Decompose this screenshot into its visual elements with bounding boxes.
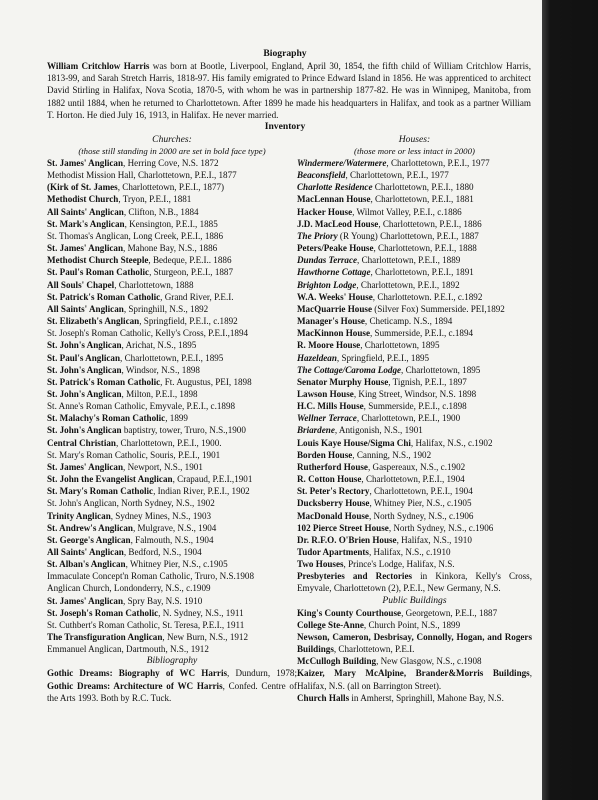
house-entry bbox=[297, 157, 532, 169]
church-entry bbox=[47, 254, 297, 266]
bibliography-heading: Bibliography bbox=[146, 655, 198, 667]
presbyteries-entry bbox=[297, 570, 532, 594]
house-entry-details: , Canning, N.S., 1902 bbox=[352, 449, 432, 460]
church-entry bbox=[47, 643, 297, 655]
public-buildings-list bbox=[297, 607, 532, 631]
house-entry-name: MacLennan House bbox=[296, 194, 371, 205]
house-entry-details: , Charlottetown, 1895 bbox=[360, 340, 440, 351]
church-entry bbox=[47, 157, 297, 169]
church-entry-details: , Charlottetown, P.E.I., 1895 bbox=[120, 352, 224, 363]
mccullogh-name: McCullogh Building bbox=[296, 656, 377, 667]
house-entry-name: Two Houses bbox=[296, 559, 344, 570]
biography-name: William Critchlow Harris bbox=[47, 61, 150, 71]
house-entry bbox=[297, 376, 532, 388]
house-entry-name: Briardene bbox=[296, 425, 335, 436]
house-entry-details: , Halifax, N.S., c.1902 bbox=[410, 437, 493, 448]
bibliography-entry bbox=[47, 667, 297, 703]
church-entry-details: , Whitney Pier, N.S., c.1905 bbox=[125, 559, 228, 570]
church-entry bbox=[47, 412, 297, 424]
house-entry-details: , Charlottetown, P.E.I., 1904 bbox=[369, 486, 473, 497]
church-entry bbox=[47, 497, 297, 509]
church-entry-name: St. Paul's Anglican bbox=[47, 352, 121, 363]
church-entry-name: St. James' Anglican bbox=[47, 243, 124, 254]
newson-rest: , Charlottetown, P.E.I. bbox=[333, 644, 415, 655]
church-entry bbox=[47, 206, 297, 218]
biography-paragraph bbox=[47, 60, 531, 121]
house-entry bbox=[297, 352, 532, 364]
house-entry-name: MacDonald House bbox=[296, 510, 369, 521]
house-entry-name: Peters/Peake House bbox=[296, 243, 374, 254]
church-entry bbox=[47, 352, 297, 364]
bibliography-title-1: Gothic Dreams: Biography of WC Harris bbox=[47, 668, 228, 679]
church-halls-name: Church Halls bbox=[296, 692, 350, 703]
public-buildings-heading: Public Buildings bbox=[382, 594, 447, 606]
house-entry-name: J.D. MacLeod House bbox=[296, 218, 379, 229]
church-entry-details: , Falmouth, N.S., 1904 bbox=[130, 534, 214, 545]
house-entry-name: Rutherford House bbox=[296, 461, 368, 472]
house-entry-name: St. Peter's Rectory bbox=[296, 486, 370, 497]
house-entry-name: MacKinnon House bbox=[296, 328, 370, 339]
house-entry bbox=[297, 510, 532, 522]
house-entry-details: , Charlottetown, P.E.I., 1881 bbox=[370, 194, 474, 205]
house-entry-name: Tudor Apartments bbox=[296, 547, 369, 558]
house-entry-details: , Prince's Lodge, Halifax, N.S. bbox=[343, 559, 455, 570]
public-building-entry-name: College Ste-Anne bbox=[296, 619, 364, 630]
church-entry-details: , Charlottetown, P.E.I., 1877) bbox=[117, 182, 225, 193]
houses-list bbox=[297, 157, 532, 570]
church-entry-name: St. Patrick's Roman Catholic bbox=[47, 376, 161, 387]
biography-text: was born at Bootle, Liverpool, England, April 30, 1854, the fifth child of William Critchlow Harris, 1813-99, and Sarah Stretch Harris, 1818-97. His family emigrated to Prince Edward Island in 1856. He was apprenticed to architect David Stirling in Halifax, Nova Scotia, 1870-5, with whom he was in partnership 1877-82. He was in Winnipeg, Manitoba, from 1882 until 1884, when he returned to Charlottetown. After 1899 he made his headquarters in Halifax, and took as a partner William T. Horton. He died July 16, 1913, in Halifax. He never married. bbox=[47, 61, 531, 120]
church-entry-name: (Kirk of St. James bbox=[47, 182, 118, 193]
house-entry-details: , Gaspereaux, N.S., c.1902 bbox=[367, 461, 466, 472]
church-entry-details: , Sturgeon, P.E.I., 1887 bbox=[149, 267, 234, 278]
church-entry-details: , Herring Cove, N.S. 1872 bbox=[123, 158, 219, 169]
church-entry bbox=[47, 279, 297, 291]
church-entry-details: , Ft. Augustus, PEI, 1898 bbox=[160, 376, 252, 387]
church-entry-details: , Spry Bay, N.S. 1910 bbox=[123, 595, 203, 606]
church-entry-name: St. Joseph's Roman Catholic bbox=[47, 607, 159, 618]
church-entry bbox=[47, 242, 297, 254]
house-entry-details: , North Sydney, N.S., c.1906 bbox=[368, 510, 474, 521]
house-entry-details: , Charlottetown, P.E.I., 1888 bbox=[373, 243, 477, 254]
house-entry bbox=[297, 400, 532, 412]
house-entry bbox=[297, 242, 532, 254]
church-entry bbox=[47, 291, 297, 303]
church-entry-name: St. John's Anglican bbox=[47, 364, 122, 375]
church-entry bbox=[47, 303, 297, 315]
house-entry-details: , North Sydney, N.S., c.1906 bbox=[388, 522, 494, 533]
house-entry-name: Louis Kaye House/Sigma Chi bbox=[296, 437, 411, 448]
church-halls-entry bbox=[297, 692, 532, 704]
church-entry bbox=[47, 582, 297, 594]
house-entry-name: Hawthorne Cottage bbox=[296, 267, 371, 278]
church-entry-details: St. Anne's Roman Catholic, Emyvale, P.E.I., c.1898 bbox=[47, 401, 236, 412]
church-entry-name: St. James' Anglican bbox=[47, 461, 124, 472]
house-entry-details: , Summerside, P.E.I., c.1894 bbox=[369, 328, 474, 339]
house-entry bbox=[297, 218, 532, 230]
church-entry bbox=[47, 315, 297, 327]
church-entry-name: St. Alban's Anglican bbox=[47, 559, 126, 570]
house-entry bbox=[297, 254, 532, 266]
church-entry-name: St. Malachy's Roman Catholic bbox=[47, 413, 166, 424]
house-entry bbox=[297, 339, 532, 351]
house-entry bbox=[297, 230, 532, 242]
house-entry-name: Lawson House bbox=[296, 388, 354, 399]
church-entry bbox=[47, 595, 297, 607]
church-entry bbox=[47, 388, 297, 400]
document-body bbox=[38, 48, 532, 704]
church-entry-details: Immaculate Concept'n Roman Catholic, Truro, N.S.1908 bbox=[47, 571, 254, 582]
house-entry-details: , Charlottetown, P.E.I., 1904 bbox=[361, 474, 465, 485]
house-entry bbox=[297, 546, 532, 558]
public-building-entry bbox=[297, 607, 532, 619]
house-entry-name: Brighton Lodge bbox=[296, 279, 357, 290]
house-entry-name: H.C. Mills House bbox=[296, 401, 364, 412]
bibliography-title-2: Gothic Dreams: Architecture of WC Harris bbox=[47, 680, 223, 691]
church-entry bbox=[47, 424, 297, 436]
church-entry-name: All Saints' Anglican bbox=[47, 303, 124, 314]
church-entry bbox=[47, 437, 297, 449]
churches-subheading: (those still standing in 2000 are set in bold face type) bbox=[78, 146, 266, 157]
house-entry-details: Charlottetown, P.E.I., 1880 bbox=[372, 182, 474, 193]
house-entry-name: Windermere/Watermere bbox=[296, 158, 387, 169]
church-entry-name: Trinity Anglican bbox=[47, 510, 111, 521]
church-entry bbox=[47, 619, 297, 631]
church-entry-name: Central Christian bbox=[47, 437, 116, 448]
house-entry-name: 102 Pierce Street House bbox=[296, 522, 389, 533]
church-entry-name: All Souls' Chapel bbox=[47, 279, 115, 290]
church-entry-details: Anglican Church, Londonderry, N.S., c.1909 bbox=[47, 583, 211, 594]
church-entry bbox=[47, 473, 297, 485]
church-entry-details: , 1899 bbox=[165, 413, 188, 424]
church-entry bbox=[47, 546, 297, 558]
church-entry bbox=[47, 169, 297, 181]
house-entry-details: , Halifax, N.S., 1910 bbox=[396, 534, 472, 545]
church-entry-details: , Bedeque, P.E.I.. 1886 bbox=[148, 255, 232, 266]
house-entry bbox=[297, 461, 532, 473]
church-entry-name: The Transfiguration Anglican bbox=[47, 632, 163, 643]
church-entry bbox=[47, 193, 297, 205]
house-entry-details: , Charlottetown, P.E.I., 1891 bbox=[370, 267, 474, 278]
house-entry bbox=[297, 303, 532, 315]
church-entry-name: Methodist Church bbox=[47, 194, 119, 205]
house-entry-name: Charlotte Residence bbox=[296, 182, 373, 193]
church-entry-name: St. James' Anglican bbox=[47, 595, 124, 606]
church-entry-details: St. Thomas's Anglican, Long Creek, P.E.I., 1886 bbox=[47, 230, 224, 241]
church-entry-name: St. John's Anglican bbox=[47, 388, 122, 399]
church-entry-details: , N. Sydney, N.S., 1911 bbox=[158, 607, 244, 618]
church-entry-details: , Windsor, N.S., 1898 bbox=[121, 364, 200, 375]
church-entry-details: , Indian River, P.E.I., 1902 bbox=[153, 486, 250, 497]
house-entry-details: , Charlottetown, P.E.I., 1886 bbox=[378, 218, 482, 229]
houses-subheading: (those more or less intact in 2000) bbox=[354, 146, 475, 157]
kaizer-name: Kaizer, Mary McAlpine, Brander&Morris Buildings bbox=[296, 668, 530, 679]
newson-name: Newson, Cameron, Desbrisay, Connolly, Hogan, and Rogers Buildings bbox=[296, 631, 532, 655]
house-entry-details: , Charlottetown, P.E.I., 1892 bbox=[356, 279, 460, 290]
house-entry bbox=[297, 473, 532, 485]
church-entry-name: All Saints' Anglican bbox=[47, 547, 124, 558]
house-entry bbox=[297, 364, 532, 376]
house-entry-details: , Whitney Pier, N.S., c.1905 bbox=[369, 498, 472, 509]
church-entry-details: , Mahone Bay, N.S., 1886 bbox=[123, 243, 218, 254]
public-building-entry-name: King's County Courthouse bbox=[296, 607, 402, 618]
churches-list bbox=[47, 157, 297, 655]
house-entry-details: , King Street, Windsor, N.S. 1898 bbox=[353, 388, 477, 399]
house-entry bbox=[297, 534, 532, 546]
church-entry bbox=[47, 400, 297, 412]
house-entry-details: , Wilmot Valley, P.E.I., c.1886 bbox=[352, 206, 462, 217]
church-entry-details: , Grand River, P.E.I. bbox=[160, 291, 234, 302]
church-entry bbox=[47, 522, 297, 534]
church-entry-name: St. Patrick's Roman Catholic bbox=[47, 291, 161, 302]
church-entry-details: , Tryon, P.E.I., 1881 bbox=[118, 194, 192, 205]
house-entry bbox=[297, 388, 532, 400]
church-entry-details: St. John's Anglican, North Sydney, N.S., 1902 bbox=[47, 498, 215, 509]
church-entry-name: All Saints' Anglican bbox=[47, 206, 124, 217]
house-entry-name: R. Cotton House bbox=[296, 474, 362, 485]
house-entry-details: , Charlottetown, 1895 bbox=[401, 364, 481, 375]
house-entry bbox=[297, 412, 532, 424]
church-entry-details: , Charlottetown, 1888 bbox=[114, 279, 194, 290]
inventory-heading: Inventory bbox=[264, 121, 306, 133]
house-entry-details: , Antigonish, N.S., 1901 bbox=[334, 425, 423, 436]
churches-column bbox=[47, 134, 297, 704]
public-building-entry bbox=[297, 619, 532, 631]
church-entry-details: St. Cuthbert's Roman Catholic, St. Teresa, P.E.I., 1911 bbox=[47, 619, 245, 630]
church-entry-details: St. Mary's Roman Catholic, Souris, P.E.I., 1901 bbox=[47, 449, 221, 460]
house-entry-name: MacQuarrie House bbox=[296, 303, 372, 314]
house-entry-name: Borden House bbox=[296, 449, 353, 460]
house-entry bbox=[297, 449, 532, 461]
church-entry-details: St. Joseph's Roman Catholic, Kelly's Cross, P.E.I.,1894 bbox=[47, 328, 249, 339]
house-entry bbox=[297, 327, 532, 339]
public-building-entry-details: , Georgetown, P.E.I., 1887 bbox=[401, 607, 498, 618]
church-entry bbox=[47, 181, 297, 193]
house-entry-details: , Charlottetown, P.E.I., 1889 bbox=[357, 255, 461, 266]
house-entry bbox=[297, 315, 532, 327]
presbyteries-rest: in Kinkora, Kelly's Cross, Emyvale, Charlottetown (2), P.E.I., New Germany, N.S. bbox=[296, 571, 532, 594]
church-entry bbox=[47, 364, 297, 376]
house-entry-name: Manager's House bbox=[296, 316, 365, 327]
church-entry bbox=[47, 339, 297, 351]
house-entry-details: , Springfield, P.E.I., 1895 bbox=[336, 352, 430, 363]
church-entry-details: , Clifton, N.B., 1884 bbox=[123, 206, 199, 217]
church-entry-name: St. James' Anglican bbox=[47, 158, 124, 169]
house-entry-details: , Halifax, N.S., c.1910 bbox=[368, 547, 451, 558]
kaizer-entry bbox=[297, 667, 532, 691]
biography-heading: Biography bbox=[263, 48, 307, 59]
church-entry-name: St. Paul's Roman Catholic bbox=[47, 267, 150, 278]
house-entry-details: , Charlottetown, P.E.I., 1977 bbox=[345, 170, 449, 181]
house-entry bbox=[297, 497, 532, 509]
church-entry-name: St. Andrew's Anglican bbox=[47, 522, 133, 533]
church-entry-name: St. Mark's Anglican bbox=[47, 218, 125, 229]
house-entry bbox=[297, 437, 532, 449]
house-entry-name: The Cottage/Caroma Lodge bbox=[296, 364, 402, 375]
church-entry bbox=[47, 558, 297, 570]
church-entry bbox=[47, 631, 297, 643]
church-entry-name: St. John the Evangelist Anglican bbox=[47, 474, 173, 485]
churches-heading: Churches: bbox=[152, 134, 192, 146]
house-entry-details: , Charlottetown. P.E.I., c.1892 bbox=[372, 291, 483, 302]
church-entry-details: , Milton, P.E.I., 1898 bbox=[121, 388, 198, 399]
church-entry-details: baptistry, tower, Truro, N.S.,1900 bbox=[121, 425, 246, 436]
church-entry bbox=[47, 607, 297, 619]
church-entry-details: , Crapaud, P.E.I.,1901 bbox=[172, 474, 253, 485]
house-entry-name: The Priory bbox=[296, 230, 338, 241]
church-entry-name: St. John's Anglican bbox=[47, 340, 122, 351]
kaizer-rest: , Halifax, N.S. (all on Barrington Street). bbox=[296, 668, 532, 691]
house-entry bbox=[297, 522, 532, 534]
bibliography-rest-1: , Dundurn, 1978; bbox=[227, 668, 297, 679]
church-entry-details: , New Burn, N.S., 1912 bbox=[162, 632, 249, 643]
house-entry-details: , Charlottetown, P.E.I., 1977 bbox=[386, 158, 490, 169]
church-entry-name: St. George's Anglican bbox=[47, 534, 131, 545]
church-entry bbox=[47, 230, 297, 242]
church-entry bbox=[47, 534, 297, 546]
church-entry-details: , Springfield, P.E.I., c.1892 bbox=[139, 316, 238, 327]
page-edge-shadow bbox=[542, 0, 598, 800]
church-entry-name: Methodist Church Steeple bbox=[47, 255, 149, 266]
church-entry-details: , Bedford, N.S., 1904 bbox=[123, 547, 202, 558]
houses-column bbox=[297, 134, 532, 704]
house-entry bbox=[297, 206, 532, 218]
church-halls-rest: in Amherst, Springhill, Mahone Bay, N.S. bbox=[349, 692, 504, 703]
church-entry bbox=[47, 376, 297, 388]
church-entry bbox=[47, 327, 297, 339]
house-entry-details: , Summerside, P.E.I., c.1898 bbox=[363, 401, 467, 412]
house-entry-details: , Tignish, P.E.I., 1897 bbox=[388, 376, 467, 387]
house-entry-name: Senator Murphy House bbox=[296, 376, 389, 387]
house-entry-name: Hazeldean bbox=[296, 352, 337, 363]
church-entry bbox=[47, 449, 297, 461]
church-entry-details: , Charlottetown, P.E.I., 1900. bbox=[115, 437, 222, 448]
house-entry-name: Wellner Terrace bbox=[296, 413, 357, 424]
church-entry bbox=[47, 485, 297, 497]
church-entry-name: St. John's Anglican bbox=[47, 425, 122, 436]
mccullogh-entry bbox=[297, 655, 532, 667]
church-entry bbox=[47, 266, 297, 278]
house-entry-name: Ducksberry House bbox=[296, 498, 370, 509]
house-entry-details: (Silver Fox) Summerside. PEI,1892 bbox=[371, 303, 505, 314]
church-entry-details: Emmanuel Anglican, Dartmouth, N.S., 1912 bbox=[47, 644, 209, 655]
house-entry bbox=[297, 424, 532, 436]
house-entry-name: Dundas Terrace bbox=[296, 255, 358, 266]
house-entry bbox=[297, 181, 532, 193]
houses-heading: Houses: bbox=[398, 134, 431, 146]
church-entry-details: , Newport, N.S., 1901 bbox=[123, 461, 203, 472]
house-entry bbox=[297, 193, 532, 205]
newson-entry bbox=[297, 631, 532, 655]
church-entry-name: St. Mary's Roman Catholic bbox=[47, 486, 154, 497]
house-entry-details: (R Young) Charlottetown, P.E.I., 1887 bbox=[337, 230, 479, 241]
house-entry-name: W.A. Weeks' House bbox=[296, 291, 373, 302]
church-entry-name: St. Elizabeth's Anglican bbox=[47, 316, 140, 327]
mccullogh-rest: , New Glasgow, N.S., c.1908 bbox=[376, 656, 482, 667]
presbyteries-name: Presbyteries and Rectories bbox=[296, 571, 413, 582]
church-entry-details: Methodist Mission Hall, Charlottetown, P.E.I., 1877 bbox=[47, 170, 237, 181]
church-entry bbox=[47, 218, 297, 230]
church-entry-details: , Mulgrave, N.S., 1904 bbox=[133, 522, 217, 533]
house-entry-name: Hacker House bbox=[296, 206, 353, 217]
house-entry bbox=[297, 169, 532, 181]
house-entry bbox=[297, 485, 532, 497]
church-entry bbox=[47, 510, 297, 522]
church-entry-details: , Sydney Mines, N.S., 1903 bbox=[110, 510, 212, 521]
church-entry-details: , Arichat, N.S., 1895 bbox=[121, 340, 197, 351]
house-entry-name: R. Moore House bbox=[296, 340, 361, 351]
church-entry bbox=[47, 570, 297, 582]
public-building-entry-details: , Church Point, N.S., 1899 bbox=[363, 619, 461, 630]
bibliography-rest-2: , Confed. Centre of the Arts 1993. Both by R.C. Tuck. bbox=[47, 680, 297, 703]
house-entry-details: , Charlottetown, P.E.I., 1900 bbox=[356, 413, 461, 424]
church-entry bbox=[47, 461, 297, 473]
church-entry-details: , Springhill, N.S., 1892 bbox=[123, 303, 209, 314]
inventory-columns bbox=[38, 134, 532, 704]
house-entry bbox=[297, 558, 532, 570]
house-entry-details: , Cheticamp. N.S., 1894 bbox=[364, 316, 453, 327]
house-entry bbox=[297, 279, 532, 291]
house-entry-name: Dr. R.F.O. O'Brien House bbox=[296, 534, 397, 545]
house-entry bbox=[297, 291, 532, 303]
house-entry bbox=[297, 266, 532, 278]
house-entry-name: Beaconsfield bbox=[296, 170, 346, 181]
church-entry-details: , Kensington, P.E.I., 1885 bbox=[124, 218, 218, 229]
